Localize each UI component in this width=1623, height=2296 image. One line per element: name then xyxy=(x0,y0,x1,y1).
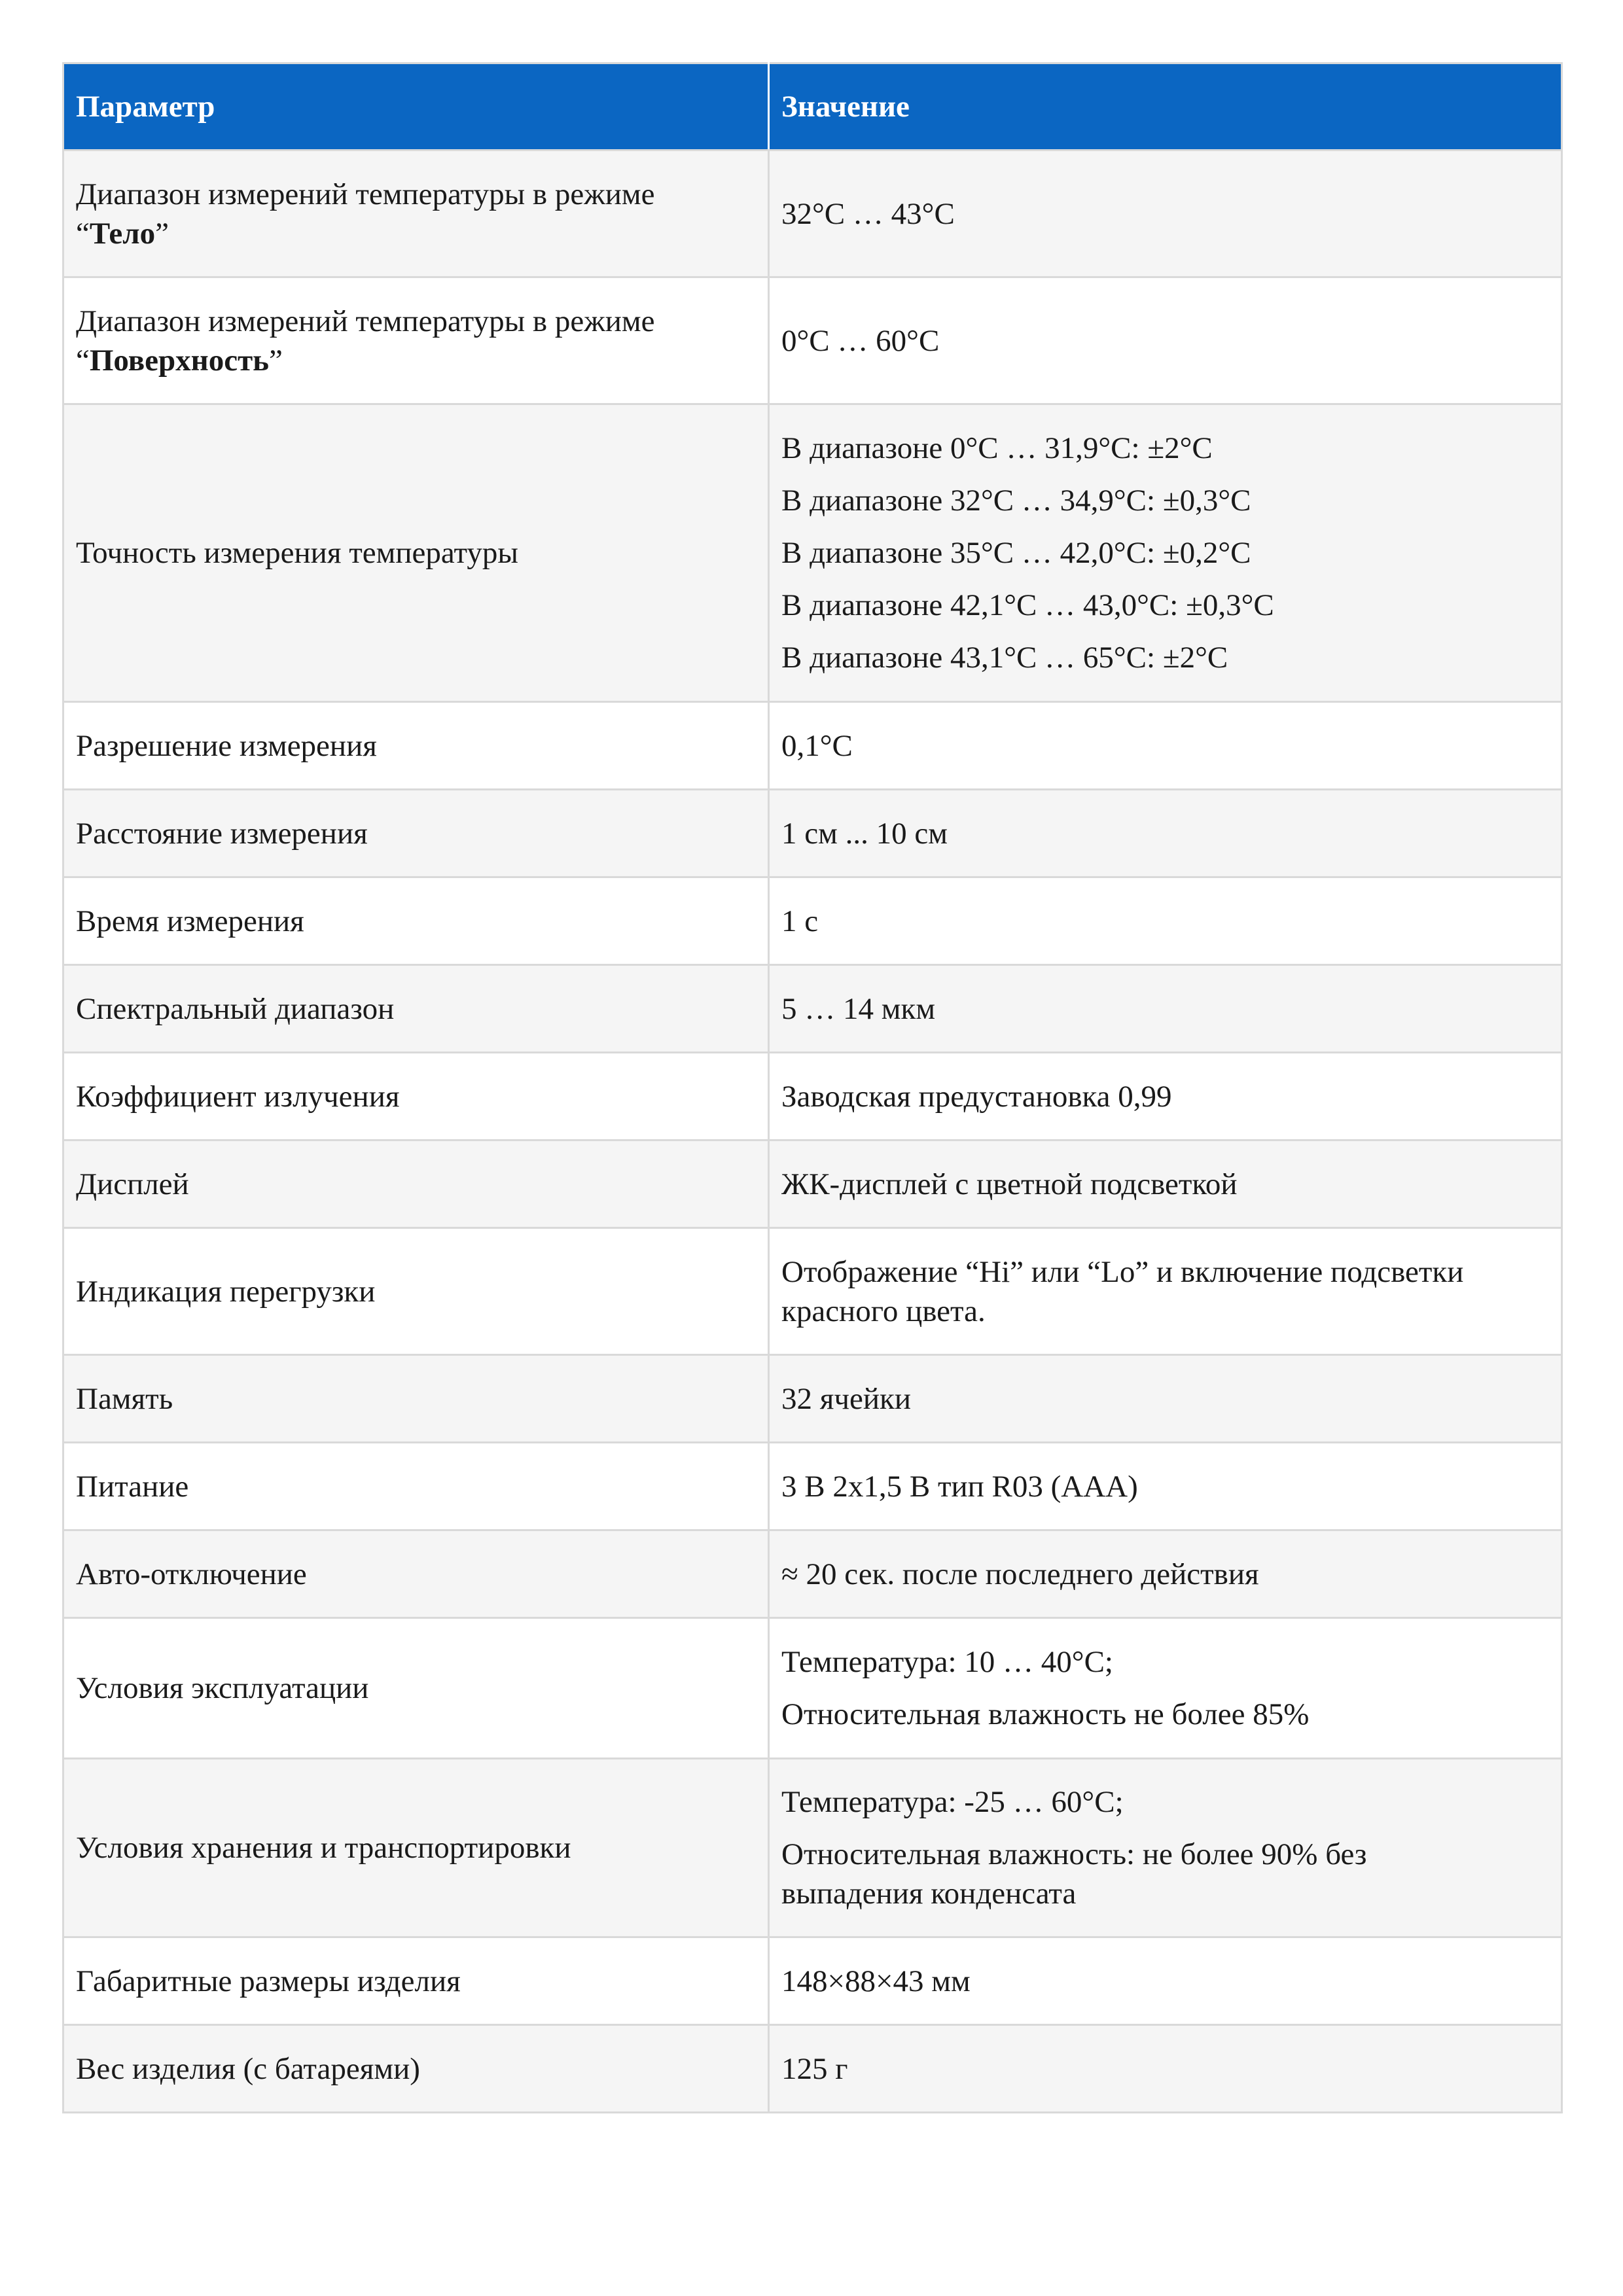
value-line: красного цвета. xyxy=(781,1294,986,1328)
value-cell: 1 см ... 10 см xyxy=(769,790,1562,877)
param-cell: Разрешение измерения xyxy=(63,702,769,790)
accuracy-line: В диапазоне 32°С … 34,9°С: ±0,3°С xyxy=(781,484,1251,518)
table-row xyxy=(63,790,1562,877)
param-cell: Вес изделия (с батареями) xyxy=(63,2025,769,2113)
param-cell: Коэффициент излучения xyxy=(63,1053,769,1140)
param-cell: Авто-отключение xyxy=(63,1530,769,1618)
param-cell xyxy=(63,277,769,404)
table-row xyxy=(63,1759,1562,1937)
table-row xyxy=(63,1530,1562,1618)
table-row xyxy=(63,1355,1562,1443)
value-cell: ЖК-дисплей с цветной подсветкой xyxy=(769,1140,1562,1228)
value-subline: выпадения конденсата xyxy=(781,1877,1077,1911)
value-cell: Заводская предустановка 0,99 xyxy=(769,1053,1562,1140)
accuracy-line: В диапазоне 0°С … 31,9°С: ±2°С xyxy=(781,431,1213,465)
value-cell xyxy=(769,1618,1562,1759)
value-cell: 32 ячейки xyxy=(769,1355,1562,1443)
param-mode: “Тело” xyxy=(76,216,169,251)
table-row xyxy=(63,965,1562,1053)
value-cell: 148×88×43 мм xyxy=(769,1937,1562,2025)
value-cell: ≈ 20 сек. после последнего действия xyxy=(769,1530,1562,1618)
accuracy-line: В диапазоне 35°С … 42,0°С: ±0,2°С xyxy=(781,536,1251,570)
table-row xyxy=(63,404,1562,702)
value-line xyxy=(781,1835,1549,1913)
param-cell: Условия хранения и транспортировки xyxy=(63,1759,769,1937)
table-row xyxy=(63,277,1562,404)
header-parameter: Параметр xyxy=(63,63,769,150)
table-row xyxy=(63,1053,1562,1140)
param-cell: Дисплей xyxy=(63,1140,769,1228)
param-cell: Точность измерения температуры xyxy=(63,404,769,702)
table-row xyxy=(63,1618,1562,1759)
value-cell: 32°С … 43°С xyxy=(769,150,1562,277)
param-cell: Условия эксплуатации xyxy=(63,1618,769,1759)
param-mode: “Поверхность” xyxy=(76,343,283,378)
value-cell xyxy=(769,1228,1562,1355)
accuracy-line: В диапазоне 42,1°С … 43,0°С: ±0,3°С xyxy=(781,588,1274,622)
param-cell: Спектральный диапазон xyxy=(63,965,769,1053)
value-line: Относительная влажность не более 85% xyxy=(781,1697,1310,1731)
table-header-row xyxy=(63,63,1562,150)
table-row xyxy=(63,1443,1562,1530)
table-row xyxy=(63,702,1562,790)
value-cell: 125 г xyxy=(769,2025,1562,2113)
table-row xyxy=(63,150,1562,277)
table-row xyxy=(63,1937,1562,2025)
value-subline: Относительная влажность: не более 90% без xyxy=(781,1837,1367,1871)
param-cell: Время измерения xyxy=(63,877,769,965)
param-cell xyxy=(63,150,769,277)
table-row xyxy=(63,877,1562,965)
param-cell: Индикация перегрузки xyxy=(63,1228,769,1355)
value-cell xyxy=(769,404,1562,702)
param-text: Диапазон измерений температуры в режиме xyxy=(76,177,655,211)
value-line: Температура: 10 … 40°С; xyxy=(781,1645,1113,1679)
value-cell: 5 … 14 мкм xyxy=(769,965,1562,1053)
specifications-table xyxy=(62,62,1563,2113)
header-value: Значение xyxy=(769,63,1562,150)
value-cell: 3 В 2х1,5 В тип R03 (AAA) xyxy=(769,1443,1562,1530)
value-cell: 0°С … 60°С xyxy=(769,277,1562,404)
param-cell: Габаритные размеры изделия xyxy=(63,1937,769,2025)
value-cell: 0,1°С xyxy=(769,702,1562,790)
param-cell: Питание xyxy=(63,1443,769,1530)
value-line: Отображение “Hi” или “Lo” и включение подсветки xyxy=(781,1254,1464,1289)
table-row xyxy=(63,1228,1562,1355)
accuracy-line: В диапазоне 43,1°С … 65°С: ±2°С xyxy=(781,641,1228,675)
table-row xyxy=(63,2025,1562,2113)
param-cell: Память xyxy=(63,1355,769,1443)
value-cell: 1 с xyxy=(769,877,1562,965)
value-cell xyxy=(769,1759,1562,1937)
table-row xyxy=(63,1140,1562,1228)
param-text: Диапазон измерений температуры в режиме xyxy=(76,304,655,338)
param-cell: Расстояние измерения xyxy=(63,790,769,877)
value-line: Температура: -25 … 60°С; xyxy=(781,1785,1124,1819)
